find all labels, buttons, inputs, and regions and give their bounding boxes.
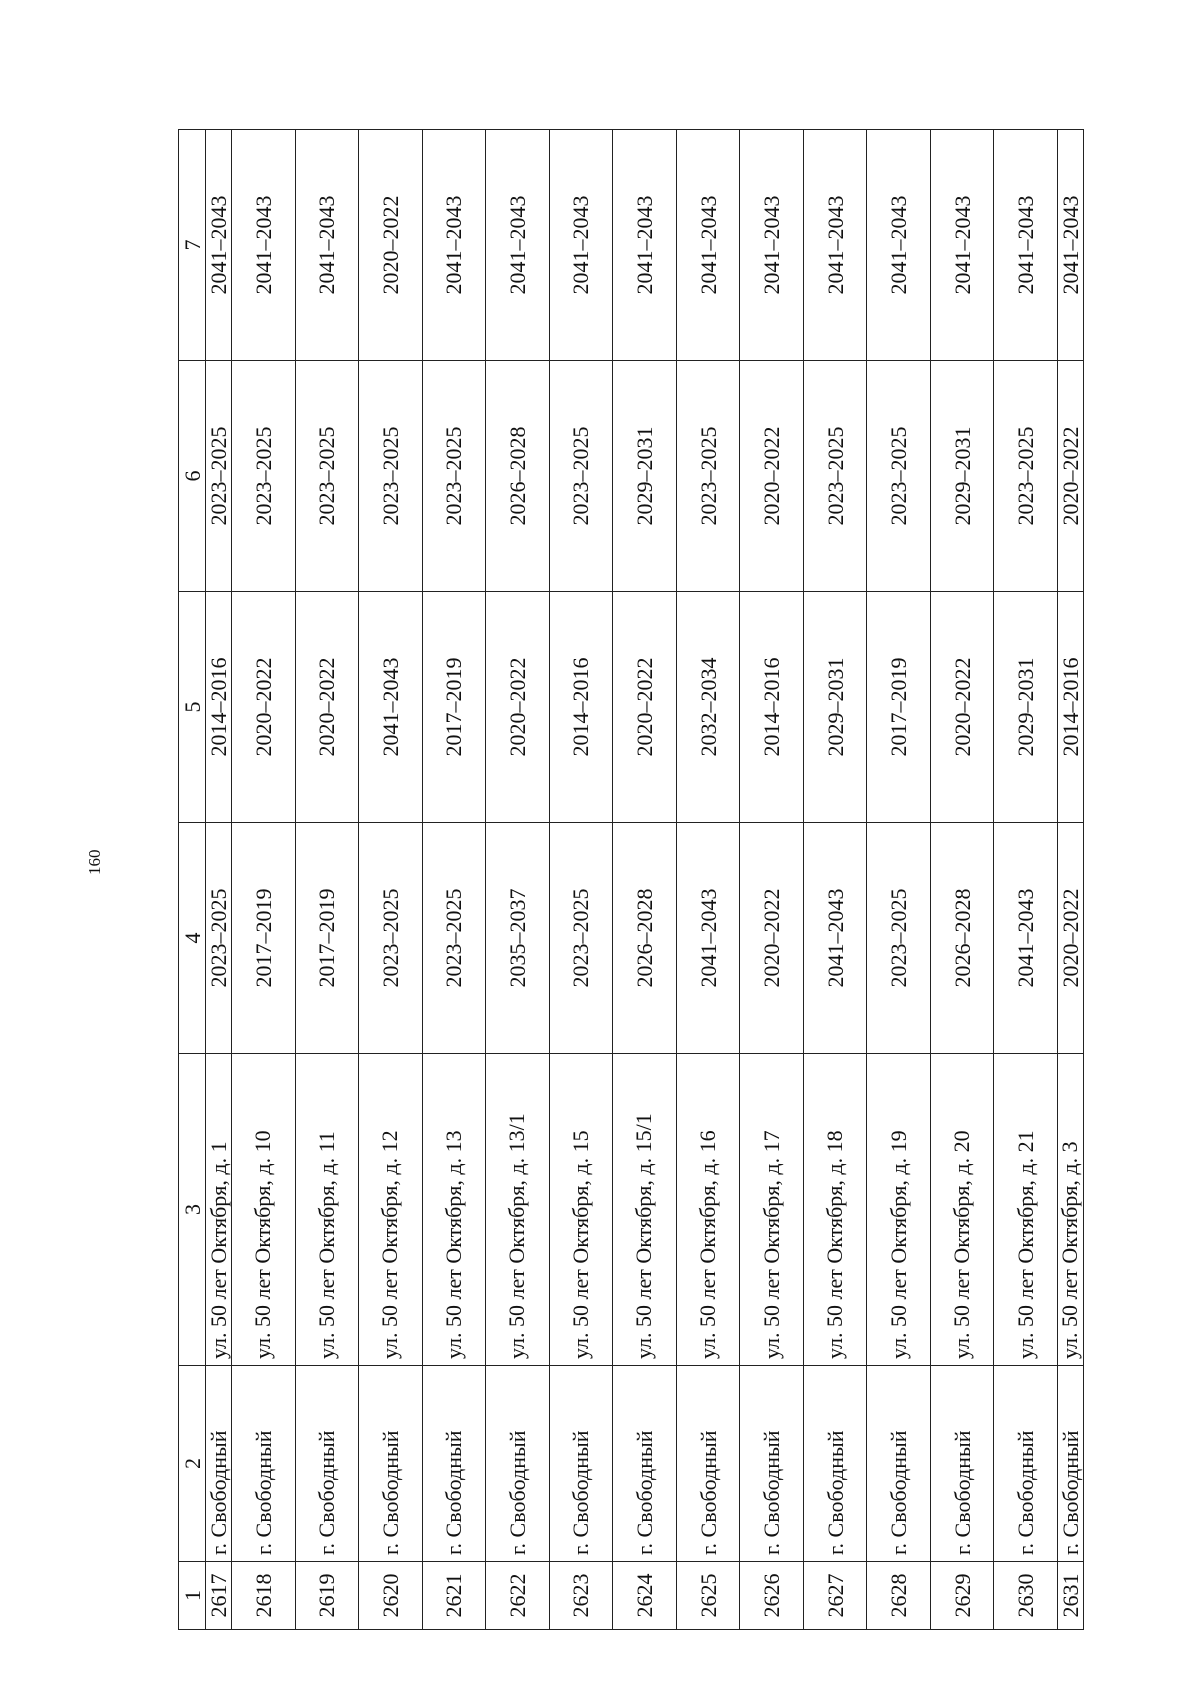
column-header: 4 xyxy=(179,823,206,1054)
cell-c6: 2026–2028 xyxy=(486,361,550,592)
cell-c7: 2041–2043 xyxy=(232,130,296,361)
table-row xyxy=(930,130,994,1630)
cell-num: 2625 xyxy=(676,1562,740,1630)
cell-c7: 2041–2043 xyxy=(549,130,613,361)
cell-address: ул. 50 лет Октября, д. 3 xyxy=(1057,1054,1083,1366)
cell-address: ул. 50 лет Октября, д. 15/1 xyxy=(613,1054,677,1366)
cell-c5: 2029–2031 xyxy=(803,592,867,823)
cell-c5: 2032–2034 xyxy=(676,592,740,823)
cell-address: ул. 50 лет Октября, д. 20 xyxy=(930,1054,994,1366)
cell-c6: 2023–2025 xyxy=(422,361,486,592)
cell-address: ул. 50 лет Октября, д. 1 xyxy=(206,1054,232,1366)
cell-city: г. Свободный xyxy=(549,1366,613,1562)
cell-c4: 2026–2028 xyxy=(930,823,994,1054)
cell-city: г. Свободный xyxy=(206,1366,232,1562)
cell-c4: 2023–2025 xyxy=(867,823,931,1054)
cell-c7: 2020–2022 xyxy=(359,130,423,361)
cell-c4: 2041–2043 xyxy=(994,823,1058,1054)
table-row xyxy=(803,130,867,1630)
cell-num: 2630 xyxy=(994,1562,1058,1630)
cell-c5: 2020–2022 xyxy=(613,592,677,823)
cell-address: ул. 50 лет Октября, д. 13/1 xyxy=(486,1054,550,1366)
cell-city: г. Свободный xyxy=(359,1366,423,1562)
cell-address: ул. 50 лет Октября, д. 18 xyxy=(803,1054,867,1366)
page-number: 160 xyxy=(85,849,104,875)
cell-city: г. Свободный xyxy=(613,1366,677,1562)
cell-address: ул. 50 лет Октября, д. 16 xyxy=(676,1054,740,1366)
cell-c5: 2014–2016 xyxy=(206,592,232,823)
table-row xyxy=(994,130,1058,1630)
cell-c5: 2017–2019 xyxy=(422,592,486,823)
cell-c5: 2020–2022 xyxy=(295,592,359,823)
cell-c5: 2020–2022 xyxy=(930,592,994,823)
cell-c7: 2041–2043 xyxy=(740,130,804,361)
cell-address: ул. 50 лет Октября, д. 17 xyxy=(740,1054,804,1366)
cell-c4: 2017–2019 xyxy=(295,823,359,1054)
column-header: 5 xyxy=(179,592,206,823)
cell-c6: 2023–2025 xyxy=(232,361,296,592)
cell-c4: 2026–2028 xyxy=(613,823,677,1054)
cell-c7: 2041–2043 xyxy=(1057,130,1083,361)
cell-city: г. Свободный xyxy=(930,1366,994,1562)
column-header: 1 xyxy=(179,1562,206,1630)
table-row xyxy=(740,130,804,1630)
cell-c6: 2020–2022 xyxy=(1057,361,1083,592)
cell-c6: 2023–2025 xyxy=(994,361,1058,592)
table-row xyxy=(295,130,359,1630)
header-row xyxy=(179,130,206,1630)
cell-c5: 2014–2016 xyxy=(549,592,613,823)
cell-c6: 2023–2025 xyxy=(676,361,740,592)
cell-address: ул. 50 лет Октября, д. 11 xyxy=(295,1054,359,1366)
repair-schedule-table xyxy=(178,129,1084,1630)
table-row xyxy=(206,130,232,1630)
cell-city: г. Свободный xyxy=(232,1366,296,1562)
cell-c4: 2017–2019 xyxy=(232,823,296,1054)
cell-c5: 2020–2022 xyxy=(486,592,550,823)
cell-city: г. Свободный xyxy=(803,1366,867,1562)
cell-num: 2621 xyxy=(422,1562,486,1630)
cell-c6: 2023–2025 xyxy=(803,361,867,592)
cell-c6: 2020–2022 xyxy=(740,361,804,592)
rotated-table-container xyxy=(178,130,1084,1630)
table-row xyxy=(422,130,486,1630)
cell-address: ул. 50 лет Октября, д. 19 xyxy=(867,1054,931,1366)
cell-c4: 2023–2025 xyxy=(422,823,486,1054)
cell-c7: 2041–2043 xyxy=(994,130,1058,361)
cell-c7: 2041–2043 xyxy=(295,130,359,361)
cell-c5: 2041–2043 xyxy=(359,592,423,823)
table-row xyxy=(486,130,550,1630)
cell-city: г. Свободный xyxy=(867,1366,931,1562)
cell-c4: 2023–2025 xyxy=(206,823,232,1054)
cell-c7: 2041–2043 xyxy=(867,130,931,361)
cell-c7: 2041–2043 xyxy=(930,130,994,361)
cell-num: 2622 xyxy=(486,1562,550,1630)
cell-c7: 2041–2043 xyxy=(613,130,677,361)
cell-c6: 2023–2025 xyxy=(549,361,613,592)
cell-c7: 2041–2043 xyxy=(486,130,550,361)
cell-num: 2629 xyxy=(930,1562,994,1630)
cell-c7: 2041–2043 xyxy=(422,130,486,361)
table-row xyxy=(359,130,423,1630)
cell-num: 2619 xyxy=(295,1562,359,1630)
cell-c4: 2020–2022 xyxy=(1057,823,1083,1054)
table-row xyxy=(613,130,677,1630)
cell-c5: 2020–2022 xyxy=(232,592,296,823)
cell-num: 2618 xyxy=(232,1562,296,1630)
table-row xyxy=(232,130,296,1630)
cell-city: г. Свободный xyxy=(422,1366,486,1562)
cell-address: ул. 50 лет Октября, д. 15 xyxy=(549,1054,613,1366)
column-header: 3 xyxy=(179,1054,206,1366)
cell-c4: 2035–2037 xyxy=(486,823,550,1054)
cell-num: 2626 xyxy=(740,1562,804,1630)
cell-address: ул. 50 лет Октября, д. 10 xyxy=(232,1054,296,1366)
cell-address: ул. 50 лет Октября, д. 13 xyxy=(422,1054,486,1366)
cell-c4: 2041–2043 xyxy=(803,823,867,1054)
cell-city: г. Свободный xyxy=(295,1366,359,1562)
column-header: 6 xyxy=(179,361,206,592)
cell-c5: 2014–2016 xyxy=(740,592,804,823)
column-header: 2 xyxy=(179,1366,206,1562)
cell-num: 2617 xyxy=(206,1562,232,1630)
cell-c7: 2041–2043 xyxy=(803,130,867,361)
cell-c7: 2041–2043 xyxy=(206,130,232,361)
cell-c6: 2029–2031 xyxy=(613,361,677,592)
cell-num: 2623 xyxy=(549,1562,613,1630)
cell-address: ул. 50 лет Октября, д. 12 xyxy=(359,1054,423,1366)
cell-c4: 2023–2025 xyxy=(549,823,613,1054)
cell-num: 2631 xyxy=(1057,1562,1083,1630)
cell-city: г. Свободный xyxy=(1057,1366,1083,1562)
table-row xyxy=(867,130,931,1630)
cell-city: г. Свободный xyxy=(486,1366,550,1562)
table-row xyxy=(1057,130,1083,1630)
cell-c6: 2023–2025 xyxy=(206,361,232,592)
cell-c5: 2017–2019 xyxy=(867,592,931,823)
column-header: 7 xyxy=(179,130,206,361)
cell-c5: 2029–2031 xyxy=(994,592,1058,823)
cell-num: 2628 xyxy=(867,1562,931,1630)
cell-c6: 2023–2025 xyxy=(359,361,423,592)
table-row xyxy=(676,130,740,1630)
cell-city: г. Свободный xyxy=(676,1366,740,1562)
cell-num: 2627 xyxy=(803,1562,867,1630)
cell-num: 2620 xyxy=(359,1562,423,1630)
cell-city: г. Свободный xyxy=(740,1366,804,1562)
cell-c4: 2020–2022 xyxy=(740,823,804,1054)
cell-c6: 2023–2025 xyxy=(295,361,359,592)
cell-num: 2624 xyxy=(613,1562,677,1630)
cell-c4: 2023–2025 xyxy=(359,823,423,1054)
cell-address: ул. 50 лет Октября, д. 21 xyxy=(994,1054,1058,1366)
cell-city: г. Свободный xyxy=(994,1366,1058,1562)
cell-c6: 2029–2031 xyxy=(930,361,994,592)
table-row xyxy=(549,130,613,1630)
cell-c5: 2014–2016 xyxy=(1057,592,1083,823)
cell-c7: 2041–2043 xyxy=(676,130,740,361)
cell-c6: 2023–2025 xyxy=(867,361,931,592)
cell-c4: 2041–2043 xyxy=(676,823,740,1054)
